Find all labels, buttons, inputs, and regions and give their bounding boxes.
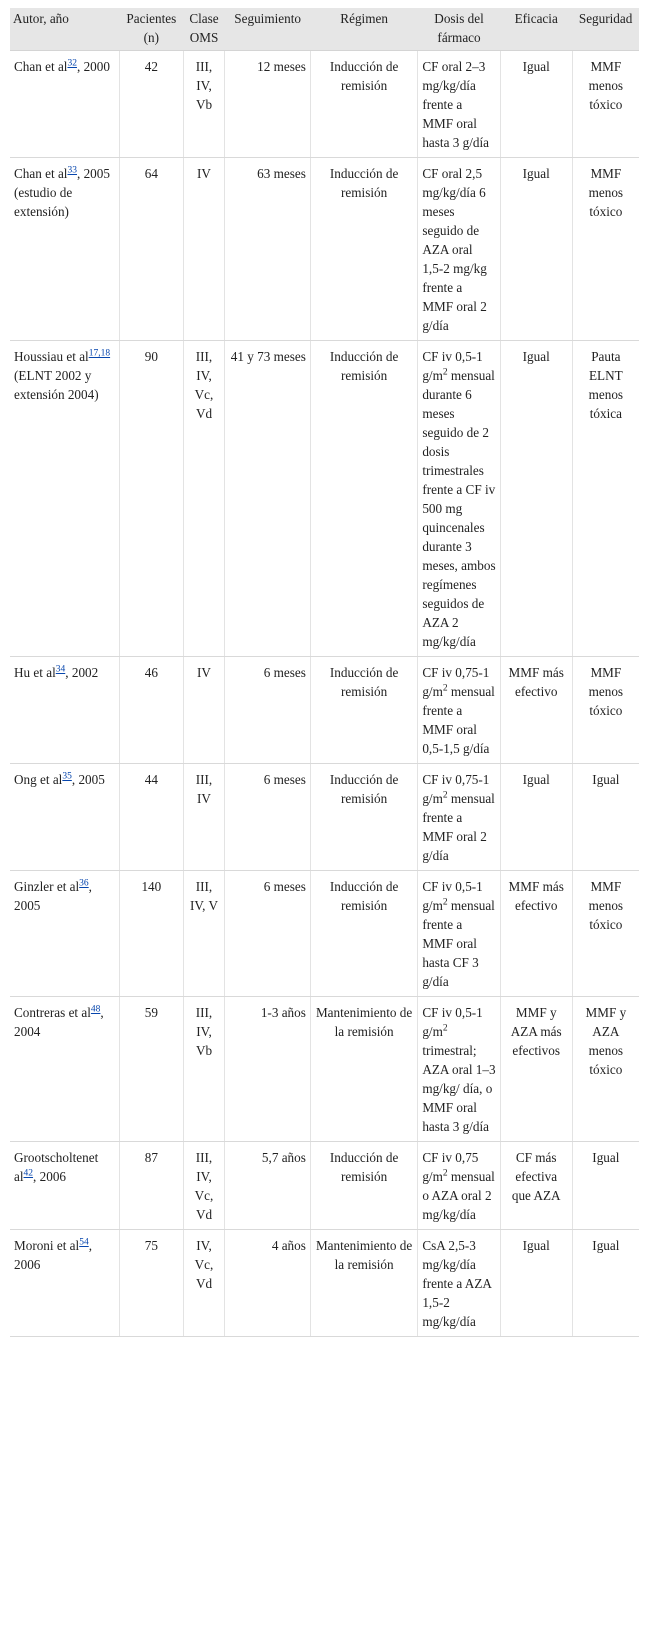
cell-safety: MMF y AZA menos tóxico [572, 997, 639, 1142]
cell-dose [418, 764, 500, 871]
cell-who-class: III, IV, Vb [183, 997, 225, 1142]
cell-safety: Igual [572, 1230, 639, 1337]
cell-who-class: III, IV, Vb [183, 51, 225, 158]
header-author: Autor, año [10, 8, 120, 51]
author-year: , 2002 [65, 665, 99, 680]
cell-regimen: Inducción de remisión [310, 871, 417, 997]
cell-author [10, 871, 120, 997]
cell-who-class: III, IV, Vc, Vd [183, 1142, 225, 1230]
author-name: Chan et al [14, 166, 68, 181]
header-dose: Dosis del fármaco [418, 8, 500, 51]
header-efficacy: Eficacia [500, 8, 572, 51]
cell-regimen: Inducción de remisión [310, 764, 417, 871]
author-year: , 2005 [14, 879, 92, 913]
cell-efficacy: Igual [500, 158, 572, 341]
cell-followup: 4 años [225, 1230, 311, 1337]
table-header-row [10, 8, 639, 51]
cell-who-class: IV, Vc, Vd [183, 1230, 225, 1337]
dose-text-continued: trimestral; AZA oral 1–3 mg/kg/ día, o MMF oral hasta 3 g/día [422, 1043, 496, 1134]
reference-sup [89, 349, 110, 359]
cell-regimen: Mantenimiento de la remisión [310, 1230, 417, 1337]
reference-link[interactable]: 33 [67, 165, 77, 176]
cell-who-class: IV [183, 657, 225, 764]
cell-dose [418, 1142, 500, 1230]
cell-author [10, 1230, 120, 1337]
cell-author [10, 997, 120, 1142]
cell-followup: 6 meses [225, 764, 311, 871]
reference-sup [79, 879, 89, 889]
reference-sup [62, 772, 72, 782]
reference-sup [91, 1005, 101, 1015]
author-name: Houssiau et al [14, 349, 89, 364]
cell-dose [418, 871, 500, 997]
cell-followup: 6 meses [225, 657, 311, 764]
cell-efficacy: MMF y AZA más efectivos [500, 997, 572, 1142]
author-year: , 2006 [14, 1238, 92, 1272]
dose-superscript: 2 [442, 367, 448, 378]
cell-followup: 1-3 años [225, 997, 311, 1142]
cell-author [10, 51, 120, 158]
cell-followup: 6 meses [225, 871, 311, 997]
dose-text: CF oral 2–3 mg/kg/día frente a MMF oral hasta 3 g/día [422, 59, 489, 150]
cell-patients: 59 [120, 997, 184, 1142]
cell-safety: Igual [572, 1142, 639, 1230]
table-row [10, 341, 639, 657]
cell-regimen: Inducción de remisión [310, 158, 417, 341]
author-name: Ginzler et al [14, 879, 80, 894]
cell-safety: Igual [572, 764, 639, 871]
clinical-trials-table [10, 8, 639, 1337]
reference-sup [56, 665, 66, 675]
author-year: , 2005 (estudio de extensión) [14, 166, 110, 219]
cell-efficacy: Igual [500, 1230, 572, 1337]
dose-text: CF iv 0,5-1 g/m [422, 1005, 483, 1039]
author-name: Grootscholtenet al [14, 1150, 99, 1184]
table-row [10, 997, 639, 1142]
reference-sup [67, 166, 77, 176]
author-year: , 2000 [76, 59, 110, 74]
dose-superscript: 2 [442, 1168, 448, 1179]
reference-sup [24, 1169, 34, 1179]
table-row [10, 871, 639, 997]
table-row [10, 657, 639, 764]
table-row [10, 51, 639, 158]
reference-link[interactable]: 35 [62, 771, 72, 782]
reference-sup [67, 59, 77, 69]
reference-link[interactable]: 36 [79, 878, 89, 889]
author-name: Ong et al [14, 772, 63, 787]
cell-efficacy: CF más efectiva que AZA [500, 1142, 572, 1230]
dose-text-continued: mensual durante 6 meses seguido de 2 dosis trimestrales frente a CF iv 500 mg quincenales durante 3 meses, ambos regímenes seguidos de AZA 2 mg/kg/día [422, 368, 496, 649]
cell-patients: 87 [120, 1142, 184, 1230]
cell-efficacy: Igual [500, 51, 572, 158]
cell-dose [418, 997, 500, 1142]
cell-safety: MMF menos tóxico [572, 871, 639, 997]
reference-link[interactable]: 32 [67, 58, 77, 69]
header-regimen: Régimen [310, 8, 417, 51]
dose-text: CF iv 0,75-1 g/m [422, 772, 490, 806]
cell-patients: 42 [120, 51, 184, 158]
reference-link[interactable]: 54 [79, 1237, 89, 1248]
cell-safety: Pauta ELNT menos tóxica [572, 341, 639, 657]
cell-who-class: III, IV [183, 764, 225, 871]
reference-sup [79, 1238, 89, 1248]
cell-patients: 46 [120, 657, 184, 764]
table-row [10, 1142, 639, 1230]
cell-safety: MMF menos tóxico [572, 51, 639, 158]
cell-patients: 90 [120, 341, 184, 657]
cell-who-class: IV [183, 158, 225, 341]
cell-regimen: Inducción de remisión [310, 341, 417, 657]
cell-dose [418, 158, 500, 341]
reference-link[interactable]: 48 [90, 1004, 101, 1015]
cell-dose [418, 657, 500, 764]
header-safety: Seguridad [572, 8, 639, 51]
author-year: , 2005 [71, 772, 105, 787]
dose-text-continued: mensual frente a MMF oral 0,5-1,5 g/día [422, 684, 495, 756]
cell-followup: 12 meses [225, 51, 311, 158]
dose-text: CF iv 0,75-1 g/m [422, 665, 490, 699]
dose-text-continued: mensual frente a MMF oral hasta CF 3 g/día [422, 898, 495, 989]
table-row [10, 764, 639, 871]
dose-text: CF iv 0,5-1 g/m [422, 879, 483, 913]
dose-superscript: 2 [442, 897, 448, 908]
cell-patients: 140 [120, 871, 184, 997]
author-name: Chan et al [14, 59, 68, 74]
cell-patients: 64 [120, 158, 184, 341]
cell-author [10, 341, 120, 657]
cell-followup: 63 meses [225, 158, 311, 341]
dose-text-continued: mensual frente a MMF oral 2 g/día [422, 791, 495, 863]
author-year: , 2004 [14, 1005, 104, 1039]
cell-regimen: Inducción de remisión [310, 657, 417, 764]
cell-dose [418, 341, 500, 657]
cell-followup: 5,7 años [225, 1142, 311, 1230]
cell-followup: 41 y 73 meses [225, 341, 311, 657]
author-name: Contreras et al [14, 1005, 91, 1020]
cell-author [10, 657, 120, 764]
cell-author [10, 764, 120, 871]
cell-efficacy: MMF más efectivo [500, 657, 572, 764]
cell-regimen: Mantenimiento de la remisión [310, 997, 417, 1142]
table-body [10, 51, 639, 1337]
cell-patients: 75 [120, 1230, 184, 1337]
author-year: (ELNT 2002 y extensión 2004) [14, 368, 99, 402]
cell-safety: MMF menos tóxico [572, 158, 639, 341]
dose-text: CF oral 2,5 mg/kg/día 6 meses seguido de AZA oral 1,5-2 mg/kg frente a MMF oral 2 g/día [422, 166, 487, 333]
dose-text-continued: mensual o AZA oral 2 mg/kg/día [422, 1169, 495, 1222]
author-year: , 2006 [33, 1169, 66, 1184]
cell-who-class: III, IV, Vc, Vd [183, 341, 225, 657]
table-row [10, 1230, 639, 1337]
header-followup: Seguimiento [225, 8, 311, 51]
cell-regimen: Inducción de remisión [310, 1142, 417, 1230]
cell-author [10, 1142, 120, 1230]
dose-text: CF iv 0,75 g/m [422, 1150, 479, 1184]
dose-superscript: 2 [442, 1023, 448, 1034]
cell-efficacy: Igual [500, 764, 572, 871]
cell-dose [418, 1230, 500, 1337]
cell-regimen: Inducción de remisión [310, 51, 417, 158]
cell-efficacy: Igual [500, 341, 572, 657]
cell-safety: MMF menos tóxico [572, 657, 639, 764]
cell-author [10, 158, 120, 341]
dose-text: CF iv 0,5-1 g/m [422, 349, 483, 383]
dose-text: CsA 2,5-3 mg/kg/día frente a AZA 1,5-2 mg/kg/día [422, 1238, 492, 1329]
table-row [10, 158, 639, 341]
reference-link[interactable]: 17,18 [88, 348, 111, 359]
cell-efficacy: MMF más efectivo [500, 871, 572, 997]
header-patients: Pacientes (n) [120, 8, 184, 51]
dose-superscript: 2 [442, 683, 448, 694]
reference-link[interactable]: 42 [23, 1168, 34, 1179]
cell-who-class: III, IV, V [183, 871, 225, 997]
cell-dose [418, 51, 500, 158]
author-name: Hu et al [14, 665, 56, 680]
reference-link[interactable]: 34 [55, 664, 66, 675]
dose-superscript: 2 [442, 790, 448, 801]
header-who-class: Clase OMS [183, 8, 225, 51]
author-name: Moroni et al [14, 1238, 80, 1253]
cell-patients: 44 [120, 764, 184, 871]
